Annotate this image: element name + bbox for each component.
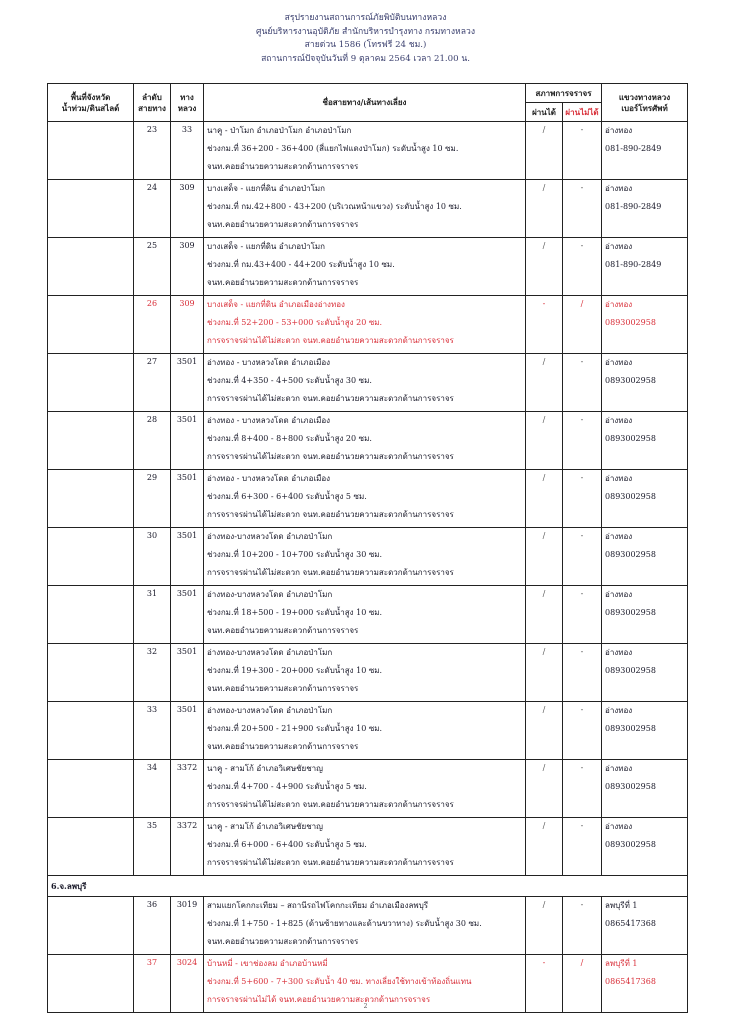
- area-cell: [48, 122, 134, 180]
- impassable-cell: -: [563, 238, 602, 296]
- highway-cell: 309: [171, 238, 204, 296]
- office-name: อ่างทอง: [605, 822, 633, 831]
- office-cell: [602, 470, 688, 528]
- passable-cell: /: [526, 702, 563, 760]
- passable-cell: /: [526, 180, 563, 238]
- impassable-cell: -: [563, 586, 602, 644]
- route-name: บางเสด็จ - แยกที่ดิน อำเภอเมืองอ่างทอง: [207, 300, 345, 309]
- area-cell: [48, 897, 134, 955]
- order-cell: 25: [134, 238, 171, 296]
- office-phone: 0893002958: [605, 434, 656, 443]
- route-cell: [204, 412, 526, 470]
- col-header-impassable: ผ่านไม่ได้: [563, 103, 602, 122]
- route-name: อ่างทอง - บางหลวงโดด อำเภอเมือง: [207, 474, 331, 483]
- route-name: อ่างทอง-บางหลวงโดด อำเภอป่าโมก: [207, 532, 333, 541]
- area-cell: [48, 296, 134, 354]
- area-cell: [48, 238, 134, 296]
- route-note: จนท.คอยอำนวยความสะดวกด้านการจราจร: [207, 742, 359, 751]
- office-cell: [602, 818, 688, 876]
- highway-cell: 3501: [171, 412, 204, 470]
- highway-cell: 3501: [171, 354, 204, 412]
- office-phone: 0865417368: [605, 977, 656, 986]
- route-note: จนท.คอยอำนวยความสะดวกด้านการจราจร: [207, 162, 359, 171]
- highway-cell: 309: [171, 296, 204, 354]
- office-name: ลพบุรีที่ 1: [605, 901, 638, 910]
- route-segment: ช่วงกม.ที่ 18+500 - 19+000 ระดับน้ำสูง 10 ซม.: [207, 608, 383, 617]
- route-segment: ช่วงกม.ที่ 1+750 - 1+825 (ด้านซ้ายทางและด้านขวาทาง) ระดับน้ำสูง 30 ซม.: [207, 919, 482, 928]
- office-name: อ่างทอง: [605, 532, 633, 541]
- order-cell: 28: [134, 412, 171, 470]
- route-cell: [204, 702, 526, 760]
- route-name: บางเสด็จ - แยกที่ดิน อำเภอป่าโมก: [207, 184, 326, 193]
- office-name: อ่างทอง: [605, 706, 633, 715]
- area-cell: [48, 180, 134, 238]
- area-cell: [48, 760, 134, 818]
- office-phone: 0893002958: [605, 666, 656, 675]
- route-segment: ช่วงกม.ที่ 4+700 - 4+900 ระดับน้ำสูง 5 ซม.: [207, 782, 367, 791]
- order-cell: 26: [134, 296, 171, 354]
- order-cell: 31: [134, 586, 171, 644]
- office-name: ลพบุรีที่ 1: [605, 959, 638, 968]
- passable-cell: /: [526, 528, 563, 586]
- route-name: อ่างทอง-บางหลวงโดด อำเภอป่าโมก: [207, 706, 333, 715]
- office-name: อ่างทอง: [605, 474, 633, 483]
- order-cell: 34: [134, 760, 171, 818]
- route-note: การจราจรผ่านได้ไม่สะดวก จนท.คอยอำนวยความสะดวกด้านการจราจร: [207, 336, 454, 345]
- order-cell: 30: [134, 528, 171, 586]
- route-note: การจราจรผ่านได้ไม่สะดวก จนท.คอยอำนวยความสะดวกด้านการจราจร: [207, 800, 454, 809]
- impassable-cell: -: [563, 897, 602, 955]
- passable-cell: /: [526, 897, 563, 955]
- office-name: อ่างทอง: [605, 648, 633, 657]
- table-row: [48, 470, 688, 528]
- order-cell: 37: [134, 955, 171, 1013]
- highway-cell: 3372: [171, 760, 204, 818]
- route-segment: ช่วงกม.ที่ 19+300 - 20+000 ระดับน้ำสูง 10 ซม.: [207, 666, 383, 675]
- route-cell: [204, 470, 526, 528]
- route-cell: [204, 644, 526, 702]
- highway-cell: 3501: [171, 644, 204, 702]
- office-cell: [602, 296, 688, 354]
- office-phone: 0893002958: [605, 840, 656, 849]
- office-cell: [602, 528, 688, 586]
- route-note: การจราจรผ่านได้ไม่สะดวก จนท.คอยอำนวยความสะดวกด้านการจราจร: [207, 858, 454, 867]
- area-cell: [48, 702, 134, 760]
- table-row: [48, 238, 688, 296]
- impassable-cell: -: [563, 702, 602, 760]
- table-row: [48, 528, 688, 586]
- order-cell: 24: [134, 180, 171, 238]
- table-row: [48, 702, 688, 760]
- page-number: 2: [363, 1003, 368, 1010]
- col-header-office: แขวงทางหลวง เบอร์โทรศัพท์: [602, 84, 688, 122]
- impassable-cell: /: [563, 296, 602, 354]
- highway-cell: 3501: [171, 586, 204, 644]
- office-name: อ่างทอง: [605, 184, 633, 193]
- office-name: อ่างทอง: [605, 242, 633, 251]
- passable-cell: /: [526, 644, 563, 702]
- office-cell: [602, 122, 688, 180]
- route-segment: ช่วงกม.ที่ 20+500 - 21+900 ระดับน้ำสูง 10 ซม.: [207, 724, 383, 733]
- hotline: สายด่วน 1586 (โทรฟรี 24 ชม.): [304, 40, 427, 50]
- report-department: ศูนย์บริหารงานอุบัติภัย สำนักบริหารบำรุงทาง กรมทางหลวง: [255, 26, 476, 37]
- office-name: อ่างทอง: [605, 416, 633, 425]
- passable-cell: /: [526, 354, 563, 412]
- area-cell: [48, 412, 134, 470]
- route-cell: [204, 818, 526, 876]
- route-segment: ช่วงกม.ที่ กม.43+400 - 44+200 ระดับน้ำสูง 10 ซม.: [207, 260, 395, 269]
- report-header: [0, 12, 731, 66]
- office-name: อ่างทอง: [605, 126, 633, 135]
- office-cell: [602, 238, 688, 296]
- order-cell: 36: [134, 897, 171, 955]
- col-header-route: ชื่อสายทาง/เส้นทางเลี่ยง: [204, 84, 526, 122]
- office-phone: 0865417368: [605, 919, 656, 928]
- route-segment: ช่วงกม.ที่ 8+400 - 8+800 ระดับน้ำสูง 20 ซม.: [207, 434, 372, 443]
- office-cell: [602, 760, 688, 818]
- table-row: [48, 644, 688, 702]
- passable-cell: -: [526, 296, 563, 354]
- passable-cell: /: [526, 818, 563, 876]
- route-note: การจราจรผ่านไม่ได้ จนท.คอยอำนวยความสะดวกด้านการจราจร: [207, 995, 431, 1004]
- col-header-passable: ผ่านได้: [526, 103, 563, 122]
- impassable-cell: -: [563, 528, 602, 586]
- order-cell: 33: [134, 702, 171, 760]
- route-segment: ช่วงกม.ที่ 52+200 - 53+000 ระดับน้ำสูง 20 ซม.: [207, 318, 383, 327]
- route-cell: [204, 180, 526, 238]
- office-name: อ่างทอง: [605, 590, 633, 599]
- order-cell: 27: [134, 354, 171, 412]
- highway-cell: 3501: [171, 470, 204, 528]
- route-segment: ช่วงกม.ที่ 6+300 - 6+400 ระดับน้ำสูง 5 ซม.: [207, 492, 367, 501]
- route-cell: [204, 760, 526, 818]
- route-name: อ่างทอง - บางหลวงโดด อำเภอเมือง: [207, 416, 331, 425]
- impassable-cell: -: [563, 470, 602, 528]
- route-segment: ช่วงกม.ที่ 6+000 - 6+400 ระดับน้ำสูง 5 ซม.: [207, 840, 367, 849]
- impassable-cell: -: [563, 354, 602, 412]
- route-note: จนท.คอยอำนวยความสะดวกด้านการจราจร: [207, 626, 359, 635]
- table-row: [48, 586, 688, 644]
- route-note: จนท.คอยอำนวยความสะดวกด้านการจราจร: [207, 684, 359, 693]
- highway-cell: 3372: [171, 818, 204, 876]
- impassable-cell: -: [563, 818, 602, 876]
- office-phone: 0893002958: [605, 782, 656, 791]
- highway-cell: 3024: [171, 955, 204, 1013]
- table-row: [48, 412, 688, 470]
- area-cell: [48, 470, 134, 528]
- area-cell: [48, 586, 134, 644]
- order-cell: 23: [134, 122, 171, 180]
- area-cell: [48, 818, 134, 876]
- table-row: [48, 818, 688, 876]
- route-segment: ช่วงกม.ที่ 36+200 - 36+400 (สี่แยกไฟแดงป่าโมก) ระดับน้ำสูง 10 ซม.: [207, 144, 459, 153]
- col-header-order: ลำดับ สายทาง: [134, 84, 171, 122]
- office-phone: 081-890-2849: [605, 202, 662, 211]
- office-cell: [602, 702, 688, 760]
- route-note: การจราจรผ่านได้ไม่สะดวก จนท.คอยอำนวยความสะดวกด้านการจราจร: [207, 394, 454, 403]
- office-phone: 081-890-2849: [605, 144, 662, 153]
- impassable-cell: -: [563, 180, 602, 238]
- office-phone: 081-890-2849: [605, 260, 662, 269]
- office-phone: 0893002958: [605, 318, 656, 327]
- highway-cell: 33: [171, 122, 204, 180]
- office-phone: 0893002958: [605, 724, 656, 733]
- impassable-cell: -: [563, 760, 602, 818]
- passable-cell: /: [526, 238, 563, 296]
- route-note: การจราจรผ่านได้ไม่สะดวก จนท.คอยอำนวยความสะดวกด้านการจราจร: [207, 568, 454, 577]
- route-segment: ช่วงกม.ที่ 10+200 - 10+700 ระดับน้ำสูง 30 ซม.: [207, 550, 383, 559]
- route-name: บ้านหมี่ - เขาช่องลม อำเภอบ้านหมี่: [207, 959, 328, 968]
- route-note: การจราจรผ่านได้ไม่สะดวก จนท.คอยอำนวยความสะดวกด้านการจราจร: [207, 510, 454, 519]
- route-segment: ช่วงกม.ที่ 5+600 - 7+300 ระดับน้ำ 40 ซม. ทางเลี่ยงใช้ทางเข้าท้องถิ่นแทน: [207, 977, 472, 986]
- table-row: [48, 354, 688, 412]
- route-note: จนท.คอยอำนวยความสะดวกด้านการจราจร: [207, 220, 359, 229]
- route-name: นาคู - สามโก้ อำเภอวิเศษชัยชาญ: [207, 764, 323, 773]
- route-name: อ่างทอง-บางหลวงโดด อำเภอป่าโมก: [207, 648, 333, 657]
- office-name: อ่างทอง: [605, 300, 633, 309]
- report-datetime: สถานการณ์ปัจจุบันวันที่ 9 ตุลาคม 2564 เวลา 21.00 น.: [261, 53, 470, 64]
- area-cell: [48, 528, 134, 586]
- office-cell: [602, 354, 688, 412]
- office-phone: 0893002958: [605, 550, 656, 559]
- flood-report-table: [47, 83, 688, 1013]
- route-name: อ่างทอง-บางหลวงโดด อำเภอป่าโมก: [207, 590, 333, 599]
- route-segment: ช่วงกม.ที่ 4+350 - 4+500 ระดับน้ำสูง 30 ซม.: [207, 376, 372, 385]
- route-cell: [204, 586, 526, 644]
- highway-cell: 3501: [171, 528, 204, 586]
- office-phone: 0893002958: [605, 376, 656, 385]
- col-header-traffic: สภาพการจราจร: [526, 84, 602, 103]
- route-note: การจราจรผ่านได้ไม่สะดวก จนท.คอยอำนวยความสะดวกด้านการจราจร: [207, 452, 454, 461]
- table-row: [48, 180, 688, 238]
- passable-cell: /: [526, 412, 563, 470]
- route-name: บางเสด็จ - แยกที่ดิน อำเภอป่าโมก: [207, 242, 326, 251]
- office-name: อ่างทอง: [605, 764, 633, 773]
- office-cell: [602, 180, 688, 238]
- route-cell: [204, 354, 526, 412]
- section-lopburi: 6.จ.ลพบุรี: [48, 876, 688, 897]
- office-cell: [602, 897, 688, 955]
- route-note: จนท.คอยอำนวยความสะดวกด้านการจราจร: [207, 278, 359, 287]
- highway-cell: 3501: [171, 702, 204, 760]
- impassable-cell: -: [563, 412, 602, 470]
- office-cell: [602, 644, 688, 702]
- office-cell: [602, 586, 688, 644]
- passable-cell: -: [526, 955, 563, 1013]
- route-cell: [204, 296, 526, 354]
- route-cell: [204, 238, 526, 296]
- passable-cell: /: [526, 586, 563, 644]
- table-row: [48, 296, 688, 354]
- col-header-highway: ทาง หลวง: [171, 84, 204, 122]
- table-row: [48, 122, 688, 180]
- office-phone: 0893002958: [605, 608, 656, 617]
- area-cell: [48, 644, 134, 702]
- route-cell: [204, 897, 526, 955]
- order-cell: 29: [134, 470, 171, 528]
- report-title: สรุปรายงานสถานการณ์ภัยพิบัติบนทางหลวง: [284, 13, 447, 23]
- highway-cell: 3019: [171, 897, 204, 955]
- passable-cell: /: [526, 122, 563, 180]
- route-segment: ช่วงกม.ที่ กม.42+800 - 43+200 (บริเวณหน้าแขวง) ระดับน้ำสูง 10 ซม.: [207, 202, 462, 211]
- impassable-cell: -: [563, 644, 602, 702]
- route-name: สามแยกโคกกะเทียม – สถานีรถไฟโคกกะเทียม อำเภอเมืองลพบุรี: [207, 901, 429, 910]
- office-cell: [602, 412, 688, 470]
- order-cell: 35: [134, 818, 171, 876]
- impassable-cell: -: [563, 122, 602, 180]
- table-row: [48, 760, 688, 818]
- passable-cell: /: [526, 760, 563, 818]
- table-row: [48, 897, 688, 955]
- route-cell: [204, 528, 526, 586]
- impassable-cell: /: [563, 955, 602, 1013]
- route-note: จนท.คอยอำนวยความสะดวกด้านการจราจร: [207, 937, 359, 946]
- passable-cell: /: [526, 470, 563, 528]
- area-cell: [48, 354, 134, 412]
- route-name: นาคู - ป่าโมก อำเภอป่าโมก อำเภอป่าโมก: [207, 126, 352, 135]
- office-name: อ่างทอง: [605, 358, 633, 367]
- office-phone: 0893002958: [605, 492, 656, 501]
- route-cell: [204, 122, 526, 180]
- col-header-area: พื้นที่จังหวัด น้ำท่วม/ดินสไลด์: [48, 84, 134, 122]
- highway-cell: 309: [171, 180, 204, 238]
- route-name: อ่างทอง - บางหลวงโดด อำเภอเมือง: [207, 358, 331, 367]
- route-name: นาคู - สามโก้ อำเภอวิเศษชัยชาญ: [207, 822, 323, 831]
- order-cell: 32: [134, 644, 171, 702]
